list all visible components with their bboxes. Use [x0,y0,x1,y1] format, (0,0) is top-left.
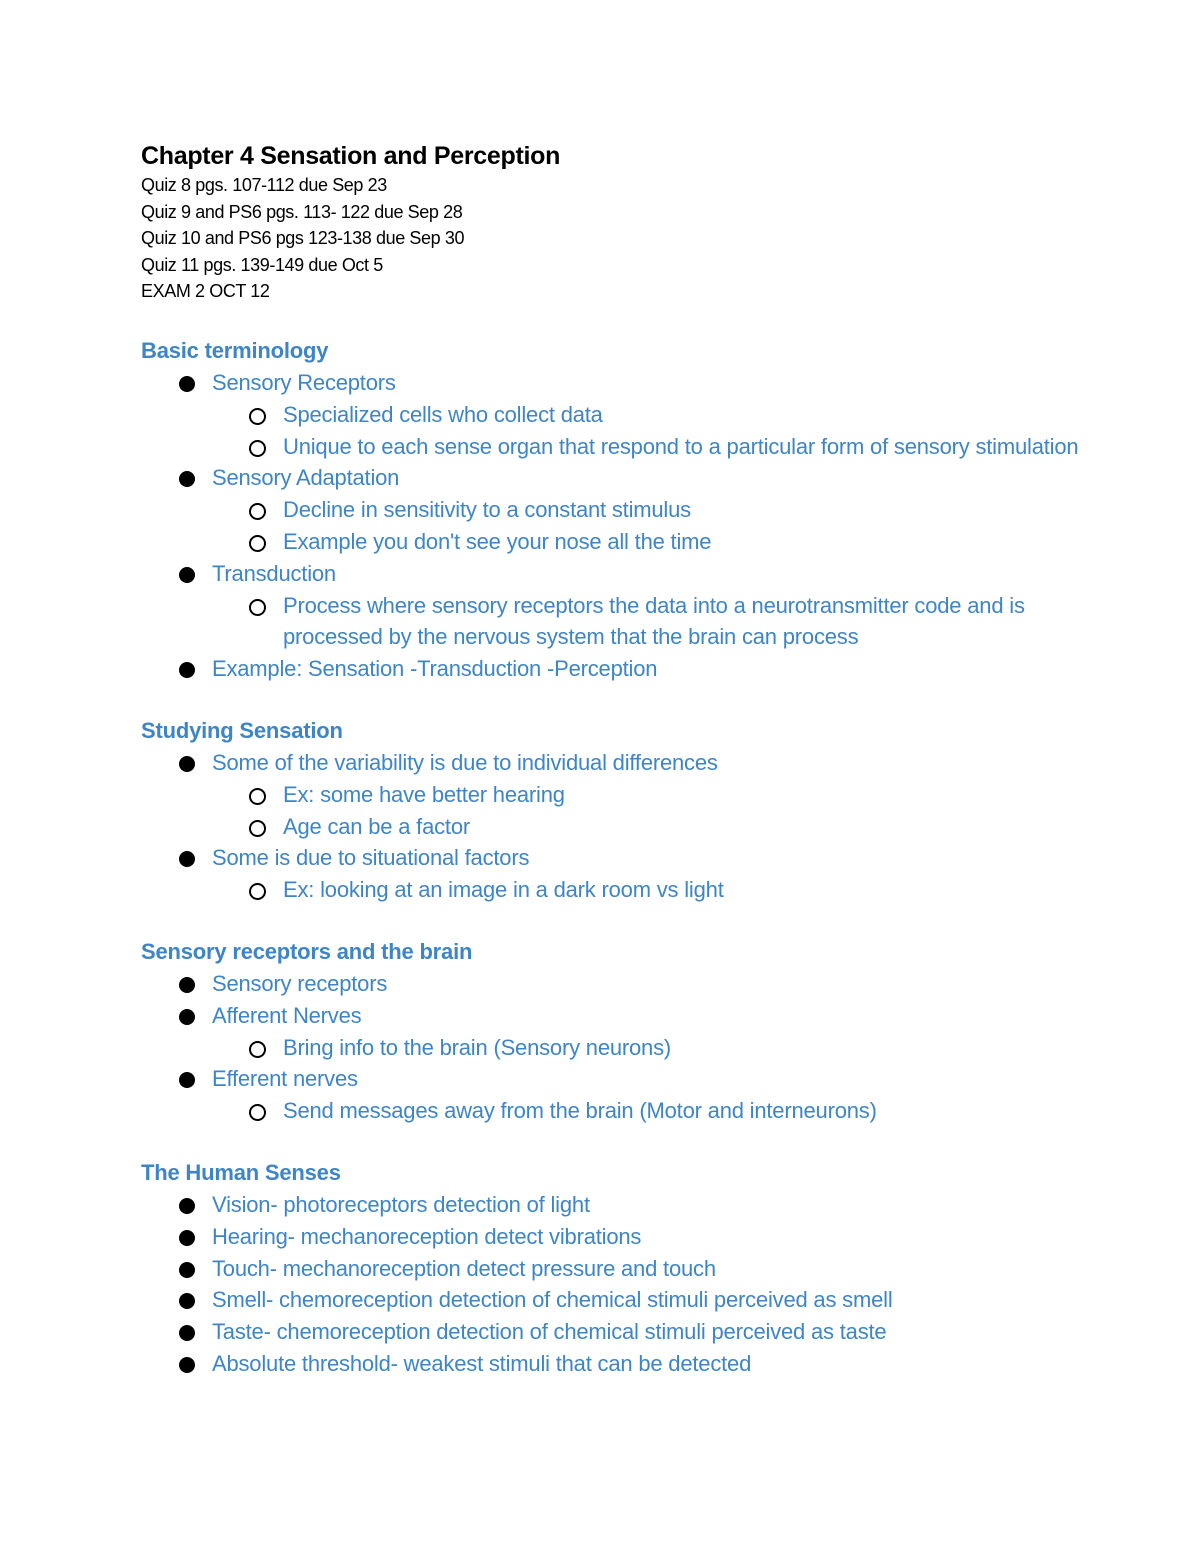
bullet-list [141,367,1101,685]
list-item [141,1063,1101,1095]
sub-bullet-list [141,779,1101,843]
list-item [141,1000,1101,1032]
sub-list-item [141,399,1101,431]
schedule-line: Quiz 8 pgs. 107-112 due Sep 23 [141,175,387,195]
notes-section [141,335,1101,685]
list-item [141,653,1101,685]
list-item [141,462,1101,494]
hollow-bullet-icon [249,1104,266,1121]
list-item-text: Afferent Nerves [212,1002,362,1028]
sub-list-item-text: Example you don't see your nose all the time [283,528,712,554]
filled-bullet-icon [179,1293,195,1309]
list-item-text: Hearing- mechanoreception detect vibrations [212,1223,642,1249]
schedule-line: Quiz 9 and PS6 pgs. 113- 122 due Sep 28 [141,201,463,222]
sub-list-item-text: Bring info to the brain (Sensory neurons) [283,1034,672,1060]
notes-section [141,936,1101,1127]
hollow-bullet-icon [249,788,266,805]
sub-list-item-text: Decline in sensitivity to a constant stimulus [283,497,691,523]
sub-list-item [141,811,1101,843]
schedule-line: Quiz 10 and PS6 pgs 123-138 due Sep 30 [141,228,465,249]
list-item [141,1253,1101,1285]
sub-bullet-list [141,1095,1101,1127]
sub-list-item-text: Specialized cells who collect data [283,401,603,427]
list-item-text: Sensory Receptors [212,369,396,395]
notes-section [141,1157,1101,1380]
list-item [141,747,1101,779]
section-heading: The Human Senses [141,1159,341,1185]
section-heading: Sensory receptors and the brain [141,938,473,964]
notes-section [141,715,1101,906]
sub-list-item [141,494,1101,526]
hollow-bullet-icon [249,599,266,616]
hollow-bullet-icon [249,820,266,837]
filled-bullet-icon [179,471,195,487]
filled-bullet-icon [179,756,195,772]
list-item-text: Some of the variability is due to individual differences [212,749,718,775]
filled-bullet-icon [179,1325,195,1341]
list-item [141,1189,1101,1221]
hollow-bullet-icon [249,535,266,552]
list-item [141,842,1101,874]
hollow-bullet-icon [249,1041,266,1058]
sub-list-item [141,590,1101,654]
list-item [141,968,1101,1000]
sub-list-item-text: Ex: some have better hearing [283,781,565,807]
sub-bullet-list [141,399,1101,463]
sub-list-item-text: Age can be a factor [283,813,470,839]
sub-list-item-text: Unique to each sense organ that respond to a particular form of sensory stimulation [283,433,1079,459]
list-item-text: Smell- chemoreception detection of chemical stimuli perceived as smell [212,1287,893,1313]
sub-list-item [141,1095,1101,1127]
list-item-text: Absolute threshold- weakest stimuli that can be detected [212,1350,752,1376]
sub-bullet-list [141,1032,1101,1064]
filled-bullet-icon [179,1009,195,1025]
filled-bullet-icon [179,1262,195,1278]
filled-bullet-icon [179,851,195,867]
list-item [141,1348,1101,1380]
list-item-text: Touch- mechanoreception detect pressure and touch [212,1255,716,1281]
bullet-list [141,747,1101,906]
filled-bullet-icon [179,1230,195,1246]
list-item [141,367,1101,399]
list-item-text: Sensory receptors [212,970,388,996]
sub-list-item [141,874,1101,906]
sub-list-item [141,1032,1101,1064]
bullet-list [141,1189,1101,1380]
sub-bullet-list [141,874,1101,906]
list-item [141,1284,1101,1316]
section-heading: Studying Sensation [141,717,343,743]
hollow-bullet-icon [249,503,266,520]
filled-bullet-icon [179,662,195,678]
sub-list-item-text: Ex: looking at an image in a dark room vs light [283,877,724,903]
list-item [141,1316,1101,1348]
sub-list-item [141,431,1101,463]
hollow-bullet-icon [249,883,266,900]
document-content [141,140,1101,1380]
sub-bullet-list [141,590,1101,654]
sub-bullet-list [141,494,1101,558]
list-item-text: Taste- chemoreception detection of chemical stimuli perceived as taste [212,1319,887,1345]
schedule-line: Quiz 11 pgs. 139-149 due Oct 5 [141,254,383,275]
list-item-text: Sensory Adaptation [212,465,400,491]
sub-list-item [141,526,1101,558]
section-heading: Basic terminology [141,337,329,363]
list-item [141,1221,1101,1253]
document-title: Chapter 4 Sensation and Perception [141,142,561,170]
filled-bullet-icon [179,1357,195,1373]
list-item [141,558,1101,590]
filled-bullet-icon [179,376,195,392]
list-item-text: Efferent nerves [212,1066,358,1092]
list-item-text: Some is due to situational factors [212,845,530,871]
sub-list-item [141,779,1101,811]
filled-bullet-icon [179,567,195,583]
bullet-list [141,968,1101,1127]
filled-bullet-icon [179,977,195,993]
sub-list-item-text: Process where sensory receptors the data into a neurotransmitter code and is processed by the nervous system that the brain can process [283,592,1025,650]
list-item-text: Vision- photoreceptors detection of light [212,1191,590,1217]
hollow-bullet-icon [249,408,266,425]
list-item-text: Example: Sensation -Transduction -Perception [212,656,658,682]
schedule-list [141,172,1101,305]
filled-bullet-icon [179,1072,195,1088]
filled-bullet-icon [179,1198,195,1214]
schedule-line: EXAM 2 OCT 12 [141,281,270,302]
sub-list-item-text: Send messages away from the brain (Motor and interneurons) [283,1098,877,1124]
hollow-bullet-icon [249,440,266,457]
notes-body [141,335,1101,1380]
list-item-text: Transduction [212,560,336,586]
